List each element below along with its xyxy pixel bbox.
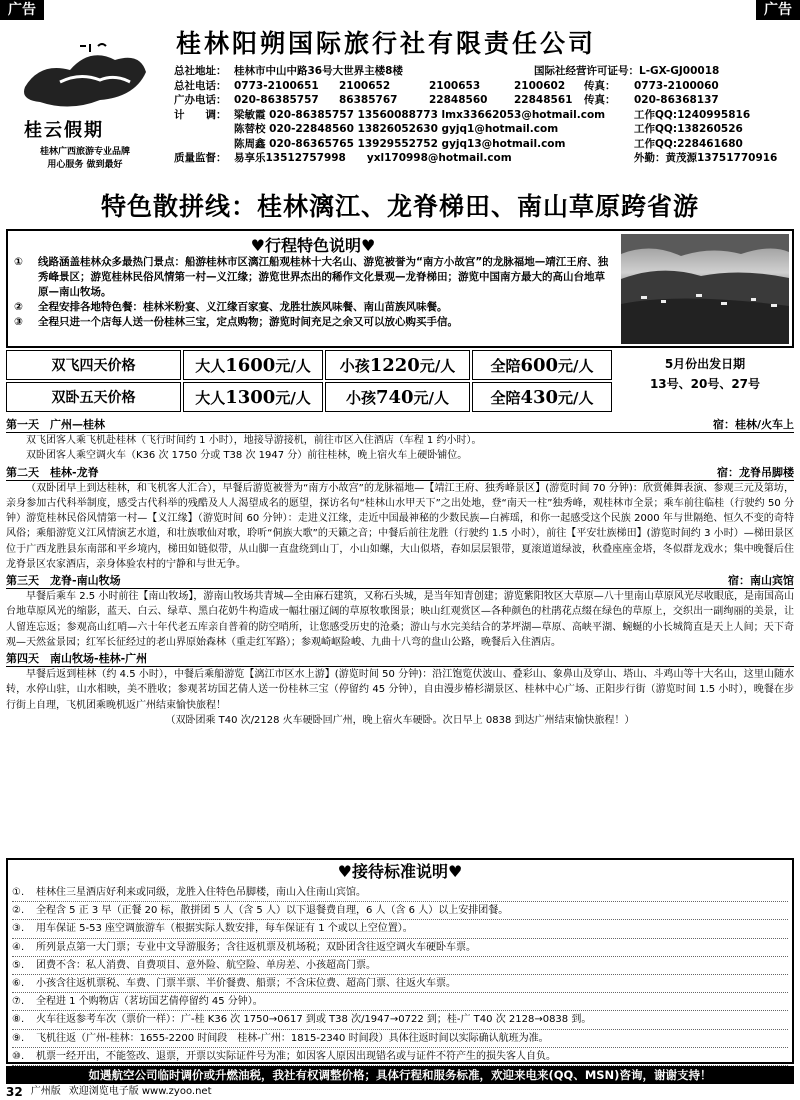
escort-price (472, 382, 612, 412)
day-accommodation: 宿：桂林/火车上 (712, 418, 794, 431)
logo-slogan-line-1: 桂林广西旅游专业品牌 (39, 147, 130, 157)
page-number: 32 (6, 1085, 23, 1099)
price-value: 1300 (225, 386, 276, 408)
planner-contact: 梁敏霞 020-86385757 13560088773 lmx33662053@hotmail.com (234, 108, 606, 121)
standards-title: ♥接待标准说明♥ (337, 862, 463, 881)
adult-price (183, 382, 323, 412)
phone-number: 86385767 (339, 94, 398, 106)
feature-text: 全程只进一个店每人送一份桂林三宝，定点购物；游览时间充足之余又可以放心购买手信。 (38, 316, 458, 328)
phone-number: 0773-2100651 (234, 79, 319, 92)
phone-number: 2100652 (339, 79, 391, 92)
quality-contact: 易享乐13512757998 yxl170998@hotmail.com (234, 152, 512, 164)
standards-box (6, 858, 794, 1064)
edition-label: 广州版 (30, 1086, 61, 1097)
standard-number: ⑨. (12, 1032, 25, 1044)
standard-number: ⑦. (12, 996, 25, 1008)
day-paragraph: （双卧团乘 T40 次/2128 火车硬卧回广州，晚上宿火车硬卧。次日早上 0838 到达广州结束愉快旅程！） (165, 714, 635, 726)
info-label (174, 122, 234, 137)
standard-number: ②. (12, 905, 25, 917)
price-unit: 元/人 (419, 356, 456, 375)
info-label: 传真： (584, 94, 616, 106)
child-price (325, 350, 470, 380)
standard-item (12, 975, 788, 993)
standard-item (12, 957, 788, 975)
feature-text: 全程安排各地特色餐：桂林米粉宴、义江缘百家宴、龙胜壮族风味餐、南山苗族风味餐。 (38, 301, 448, 313)
standard-item (12, 920, 788, 938)
standard-text: 所列景点第一大门票；专业中文导游服务；含往返机票及机场税；双卧团含往返空调火车硬卧车票。 (36, 941, 476, 953)
feature-number: ① (14, 256, 23, 268)
info-label: 传真： (584, 79, 616, 92)
standard-item (12, 993, 788, 1011)
price-unit: 元/人 (558, 356, 594, 375)
info-label: 工作QQ: (634, 137, 678, 150)
logo-slogan (10, 146, 160, 172)
features-list (14, 255, 614, 330)
day-title: 第三天 龙脊-南山牧场 (6, 574, 121, 588)
adult-price (183, 350, 323, 380)
day-header (6, 573, 794, 589)
price-table (6, 350, 794, 412)
price-value: 430 (520, 386, 559, 408)
info-label (174, 137, 234, 152)
price-label: 小孩 (345, 388, 376, 407)
departure-title: 5月份出发日期 (664, 357, 746, 371)
price-unit: 元/人 (558, 388, 594, 407)
day-paragraph: 早餐后返到桂林（约 4.5 小时），中餐后乘船游览【漓江市区水上游】(游览时间 50 分钟)：沿江饱览伏波山、叠彩山、象鼻山及穿山、塔山、斗鸡山等十大名山，这里山随水转，水停山驻，山水相映，美不胜收；参观茗坊国艺倩人送一份桂林三宝（停留约 45 分钟），自由漫步椿杉湖景区、桂林中心广场、正阳步行街（游览时间 1.5 小时），晚餐在步行街上自理，飞机团乘晚机返广州结束愉快旅程！ (6, 669, 794, 711)
feature-text: 线路涵盖桂林众多最热门景点：船游桂林市区漓江船观桂林十大名山、游览被誉为“南方小故宫”的龙脉福地—靖江王府、独秀峰景区；游览桂林民俗风情第一村—义江缘；游览世界杰出的稀作文化景观—龙脊梯田；游览中国南方最大的高山台地草原—南山牧场。 (38, 256, 609, 298)
standard-item (12, 902, 788, 920)
price-label: 全陪 (490, 388, 521, 407)
info-label: 外勤： (634, 152, 666, 164)
standard-number: ⑩. (12, 1050, 25, 1062)
price-label: 小孩 (339, 356, 370, 375)
standard-number: ⑧. (12, 1014, 25, 1026)
standard-item (12, 1048, 788, 1066)
feature-item (14, 315, 614, 330)
feature-item (14, 255, 614, 300)
info-row-quality (174, 151, 794, 166)
phone-number: 2100602 (514, 79, 566, 92)
standard-text: 机票一经开出，不能签改、退票，开票以实际证件号为准；如因客人原因出现错名或与证件不符产生的损失客人自负。 (36, 1050, 556, 1062)
day-paragraph: 早餐后乘车 2.5 小时前往【南山牧场】，游南山牧场共青城—全由麻石建筑，又称石头城，是当年知青创建；游览紫阳牧区大草原—八十里南山草原风光尽收眼底，是南国高山台地草原风光的缩影，蓝天、白云、绿草、黑白花奶牛构造成一幅壮丽辽阔的草原牧歌图景；映山红观赏区—各种颜色的杜鹃花点缀在绿色的草原上，交织出一副绚丽的美景，让人留连忘返；参观高山红哨—六十年代老五库亲自普着的防空哨所，让您感受历史的沧桑；游山与水完美结合的茅坪湖—草原、高峡平湖、蜿蜒的小长城简直是天上人间；天下奇观—天然盆景园；红军长征经过的老山界原始森林（重走红军路）；参观崎岖险峻、九曲十八弯的盘山公路，晚餐后入住酒店。 (6, 591, 794, 648)
footer-link[interactable]: 欢迎浏览电子版 www.zyoo.net (68, 1086, 212, 1097)
qq-number: 228461680 (677, 137, 743, 150)
standard-text: 全程含 5 正 3 早（正餐 20 标，散拼团 5 人（含 5 人）以下退餐费自理，6 人（含 6 人）以上安排团餐。 (36, 905, 509, 917)
standard-text: 小孩含往返机票税、车费、门票半票、半价餐费、船票；不含床位费、超高门票、往返火车票。 (36, 978, 456, 990)
phone-number: 020-86385757 (234, 94, 319, 106)
package-name: 双卧五天价格 (6, 382, 181, 412)
standard-number: ④. (12, 941, 25, 953)
info-label: 计 调： (174, 108, 227, 121)
fax-number: 020-86368137 (634, 94, 719, 106)
phone-number: 2100653 (429, 79, 481, 92)
features-box (6, 229, 794, 348)
phone-number: 22848561 (514, 94, 573, 106)
departure-dates (620, 350, 790, 412)
info-label: 国际社经营许可证号： (534, 65, 639, 77)
standard-text: 全程进 1 个购物店（茗坊国艺倩停留约 45 分钟）。 (36, 996, 263, 1008)
license-number: L-GX-GJ00018 (639, 65, 720, 77)
departure-days: 13号、20号、27号 (649, 377, 761, 391)
price-value: 740 (375, 386, 414, 408)
info-label: 总社电话： (174, 79, 227, 92)
day-title: 第一天 广州—桂林 (6, 418, 105, 431)
info-row-planner-1 (174, 108, 794, 123)
price-notice-bar: 如遇航空公司临时调价或升燃油税，我社有权调整价格；具体行程和服务标准，欢迎来电来(QQ、MSN)咨询，谢谢支持！ (6, 1066, 794, 1084)
field-contact: 黄茂源13751770916 (665, 152, 778, 164)
price-label: 大人 (195, 356, 226, 375)
day-paragraph: 双卧团客人乘空调火车（K36 次 1750 分或 T38 次 1947 分）前往桂林，晚上宿火车上硬卧铺位。 (26, 450, 468, 462)
standards-list (8, 884, 792, 1066)
ad-tag-left: 广告 (0, 0, 44, 20)
standard-item (12, 1011, 788, 1029)
info-label: 总社地址： (174, 65, 227, 77)
info-label: 广办电话： (174, 94, 227, 106)
ad-tag-right: 广告 (756, 0, 800, 20)
standard-number: ①. (12, 887, 25, 898)
company-title: 桂林阳朔国际旅行社有限责任公司 (176, 29, 597, 58)
info-label: 工作QQ: (634, 123, 678, 135)
planner-contact: 陈替校 020-22848560 13826052630 gyjq1@hotmail.com (234, 123, 559, 135)
feature-number: ② (14, 301, 23, 313)
info-value: 桂林市中山中路36号大世界主楼8楼 (234, 65, 403, 77)
day-header (6, 417, 794, 433)
escort-price (472, 350, 612, 380)
standard-item (12, 1030, 788, 1048)
standard-number: ③. (12, 923, 25, 935)
page-footer (6, 1085, 794, 1099)
standard-text: 团费不含：私人消费、自费项目、意外险、航空险、单房差、小孩超高门票。 (36, 959, 376, 971)
info-label: 质量监督： (174, 152, 227, 164)
route-title: 特色散拼线：桂林漓江、龙脊梯田、南山草原跨省游 (100, 192, 699, 221)
price-label: 大人 (195, 388, 226, 407)
grassland-landscape-icon (621, 234, 789, 344)
info-row-address (174, 64, 794, 79)
feature-number: ③ (14, 316, 23, 328)
day-header (6, 465, 794, 481)
info-row-planner-3 (174, 137, 794, 152)
package-name: 双飞四天价格 (6, 350, 181, 380)
day-accommodation: 宿：龙脊吊脚楼 (717, 465, 794, 479)
price-unit: 元/人 (275, 388, 311, 407)
day-title: 第四天 南山牧场-桂林-广州 (6, 652, 148, 666)
features-title: ♥行程特色说明♥ (250, 236, 376, 255)
grassland-photo (621, 234, 789, 344)
day-paragraph: （双卧团早上到达桂林，和飞机客人汇合），早餐后游览被誉为“南方小故宫”的龙脉福地—【靖江王府、独秀峰景区】(游览时间 70 分钟)：欣赏傩舞表演、参观三元及第坊，亲身参加古代科举制度，感受古代科举的残酷及人人渴望成名的愿望，探访名句“桂林山水甲天下”之出处地，登“南天一柱”独秀峰，观桂林市全景；乘车前往临桂（行驶约 50 分钟）游览桂林民俗风情第一村—【义江缘】（游览时间 60 分钟）：走进义江缘，走近中国最神秘的少数民族—白裤瑶，和你一起感受这个民族 2000 年与世隔绝、恒久不变的奇特风俗；乘船游览义江风情演艺水道，和壮族歌仙对歌，聆听“侗族大歌”的天籁之音；中餐后前往龙胜（行驶约 1.5 小时），前往【平安壮族梯田】(游览时间约 3 小时）—梯田景区位于广西龙胜县东南部和平乡境内，梯田如链似带，从山脚一直盘绕到山丁，小山如螺，大山似塔，春如层层银带，夏滚道道绿波，秋叠座座金塔，冬似群龙戏水；集中晚餐后住龙脊景区农家酒店，亲身体验农村的宁静和与世无争。 (6, 482, 794, 570)
company-contact-info (174, 64, 794, 166)
logo-name: 桂云假期 (24, 120, 104, 141)
standard-item (12, 884, 788, 902)
company-logo (10, 28, 160, 178)
child-price (325, 382, 470, 412)
feature-item (14, 300, 614, 315)
standard-number: ⑥. (12, 978, 25, 990)
fax-number: 0773-2100060 (634, 79, 719, 92)
qq-number: 138260526 (677, 123, 743, 135)
standard-text: 桂林住三星酒店好利来或同级，龙胜入住特色吊脚楼，南山入住南山宾馆。 (36, 887, 366, 898)
info-row-hq-phone (174, 79, 794, 94)
standard-item (12, 939, 788, 957)
price-unit: 元/人 (275, 356, 311, 375)
standard-number: ⑤. (12, 959, 25, 971)
price-value: 1600 (225, 354, 276, 376)
info-label: 工作QQ: (634, 108, 678, 121)
info-row-gz-phone (174, 93, 794, 108)
price-value: 1220 (369, 354, 420, 376)
day-paragraph: 双飞团客人乘飞机赴桂林（飞行时间约 1 小时），地接导游接机，前往市区入住酒店（车程 1 约小时）。 (26, 435, 482, 447)
logo-mountain-icon (20, 42, 150, 122)
qq-number: 1240995816 (677, 108, 751, 121)
company-header (6, 20, 794, 185)
day-accommodation: 宿：南山宾馆 (728, 574, 794, 588)
day-title: 第二天 桂林-龙脊 (6, 465, 99, 479)
logo-slogan-line-2: 用心服务 做到最好 (47, 160, 123, 170)
price-label: 全陪 (490, 356, 521, 375)
info-row-planner-2 (174, 122, 794, 137)
day-header (6, 651, 794, 667)
phone-number: 22848560 (429, 94, 488, 106)
itinerary (6, 416, 794, 856)
standard-text: 用车保证 5-53 座空调旅游车（根据实际人数安排，每车保证有 1 个或以上空位置）。 (36, 923, 413, 935)
standard-text: 飞机往返（广州-桂林：1655-2200 时间段 桂林-广州：1815-2340 时间段）具体往返时间以实际确认航班为准。 (36, 1032, 549, 1044)
standard-text: 火车往返参考车次（票价一样）：广-桂 K36 次 1750→0617 到或 T38 次/1947→0722 到；桂-广 T40 次 2128→0838 到。 (36, 1014, 592, 1026)
price-unit: 元/人 (413, 388, 450, 407)
planner-contact: 陈周鑫 020-86365765 13929552752 gyjq13@hotmail.com (234, 137, 566, 150)
price-value: 600 (520, 354, 559, 376)
